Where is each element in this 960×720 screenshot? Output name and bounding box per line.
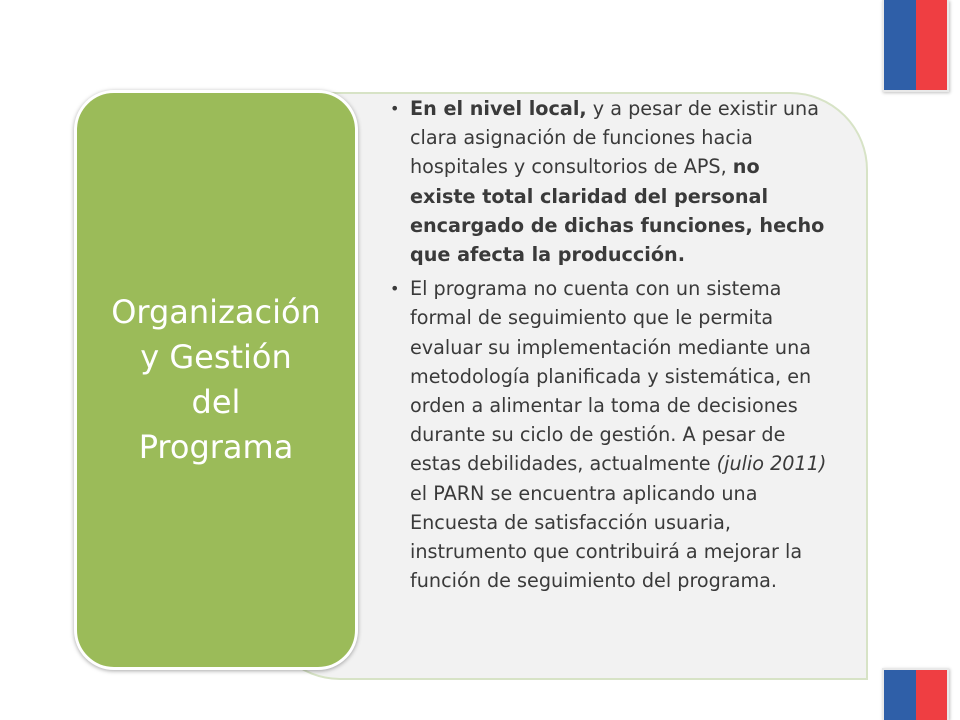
- bullet-1-part-1: En el nivel local,: [410, 97, 587, 120]
- bullet-1-part-3: no existe total claridad del personal encargado de dichas funciones, hecho que afecta la producción.: [410, 155, 825, 267]
- bullet-2-part-1: El programa no cuenta con un sistema formal de seguimiento que le permita evaluar su implementación mediante una metodología planificada y sistemática, en orden a alimentar la toma de decisiones durante su ciclo de gestión. A pesar de estas debilidades, actualmente: [410, 277, 812, 476]
- flag-top-corner: [882, 0, 949, 92]
- section-title-box: [74, 90, 358, 670]
- title-line-3: del: [191, 383, 241, 421]
- flag-bottom-corner: [882, 668, 949, 720]
- title-line-4: Programa: [138, 428, 294, 466]
- bullet-list: [389, 94, 829, 600]
- flag-red-stripe: [916, 0, 948, 90]
- bullet-marker: •: [390, 99, 400, 118]
- title-line-1: Organización: [111, 293, 321, 331]
- bullet-item-2: [389, 274, 829, 595]
- title-line-2: y Gestión: [140, 338, 292, 376]
- bullet-marker: •: [390, 279, 400, 299]
- bullet-1-part-2: y a pesar de existir una clara asignación de funciones hacia hospitales y consultorios de APS,: [410, 97, 819, 179]
- flag-red-stripe: [916, 670, 948, 720]
- flag-blue-stripe: [884, 670, 916, 720]
- flag-blue-stripe: [884, 0, 916, 90]
- bullet-2-part-2: (julio 2011): [716, 452, 827, 476]
- section-title: [91, 290, 341, 470]
- bullet-item-1: [389, 94, 829, 269]
- bullet-2-part-3: el PARN se encuentra aplicando una Encuesta de satisfacción usuaria, instrumento que contribuirá a mejorar la función de seguimiento del programa.: [410, 481, 803, 593]
